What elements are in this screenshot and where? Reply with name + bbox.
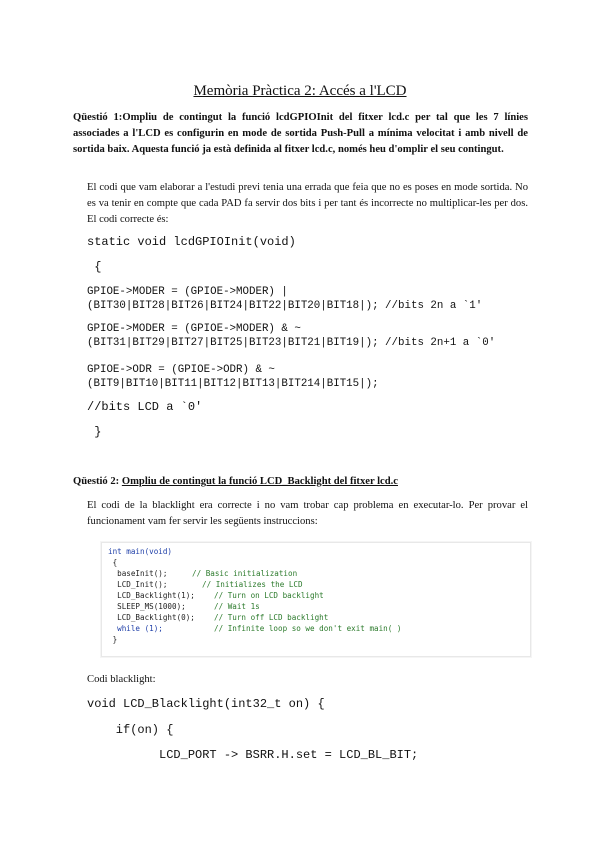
code-screenshot [101,542,531,657]
code-line: } [87,425,102,439]
question-2-answer: El codi de la blacklight era correcte i no vam trobar cap problema en executar-lo. Per provar el funcionament vam fer servir les següents instruccions: [87,500,528,527]
code-line: GPIOE->ODR = (GPIOE->ODR) & ~ [87,364,275,376]
code-line: (BIT9|BIT10|BIT11|BIT12|BIT13|BIT214|BIT15|); [87,378,379,390]
screenshot-line: baseInit(); [108,569,168,578]
screenshot-comment: // Wait 1s [214,602,260,611]
code-line: //bits LCD a `0' [87,400,203,414]
screenshot-line: while (1); [108,624,163,633]
screenshot-line: LCD_Backlight(0); [108,613,195,622]
code-line: LCD_PORT -> BSRR.H.set = LCD_BL_BIT; [87,748,419,762]
question-2 [73,474,528,490]
screenshot-line: } [108,635,118,644]
question-1-label: Qüestió 1: [73,112,123,123]
code-line: GPIOE->MODER = (GPIOE->MODER) | [87,286,288,298]
code-line: { [87,260,102,274]
screenshot-line: int main(void) [108,547,173,556]
screenshot-line: { [108,558,118,567]
question-1 [73,110,528,158]
question-1-text: Ompliu de contingut la funció lcdGPIOInit del fitxer lcd.c per tal que les 7 línies associades a l'LCD es configurin en mode de sortida Push-Pull a mínima velocitat i amb nivell de sortida baix. Aquesta funció ja està definida al fitxer lcd.c, només heu d'omplir el seu contingut. [73,112,528,155]
code-line: void LCD_Blacklight(int32_t on) { [87,697,325,711]
screenshot-comment: // Initializes the LCD [202,580,303,589]
backlight-label: Codi blacklight: [87,674,156,685]
question-2-label: Qüestió 2: [73,476,120,487]
screenshot-line: SLEEP_MS(1000); [108,602,186,611]
question-2-text: Ompliu de contingut la funció LCD_Backlight del fitxer lcd.c [121,476,398,487]
question-1-answer: El codi que vam elaborar a l'estudi previ tenia una errada que feia que no es poses en mode sortida. No es va tenir en compte que cada PAD fa servir dos bits i per tant és incorrecte no multiplicar-les per dos. El codi correcte és: [87,182,528,225]
code-line: static void lcdGPIOInit(void) [87,235,296,249]
code-line: (BIT31|BIT29|BIT27|BIT25|BIT23|BIT21|BIT19|); //bits 2n+1 a `0' [87,337,496,349]
screenshot-comment: // Infinite loop so we don't exit main( ) [214,624,402,633]
code-line: if(on) { [87,723,174,737]
code-line: (BIT30|BIT28|BIT26|BIT24|BIT22|BIT20|BIT18|); //bits 2n a `1' [87,300,483,312]
screenshot-comment: // Turn off LCD backlight [214,613,329,622]
screenshot-comment: // Basic initialization [192,569,298,578]
screenshot-line: LCD_Backlight(1); [108,591,195,600]
screenshot-line: LCD_Init(); [108,580,168,589]
screenshot-comment: // Turn on LCD backlight [214,591,324,600]
page-title: Memòria Pràctica 2: Accés a l'LCD [193,83,407,99]
code-line: GPIOE->MODER = (GPIOE->MODER) & ~ [87,323,301,335]
